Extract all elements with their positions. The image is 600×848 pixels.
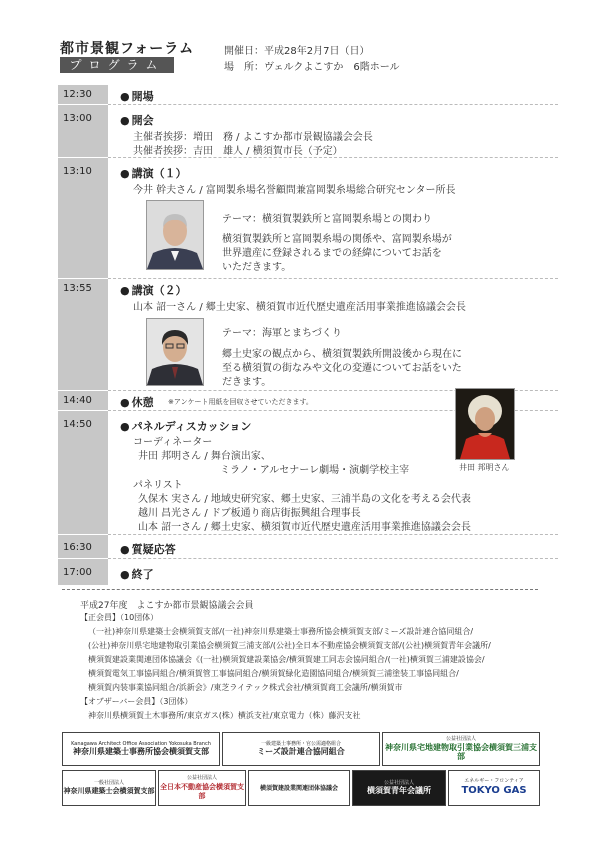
agenda-item: ● 講演（２） (120, 284, 187, 297)
logo-zennichi: 公益社団法人 全日本不動産協会横須賀支部 (158, 770, 246, 806)
lecture-theme: テーマ：横須賀製鉄所と富岡製糸場との関わり (222, 214, 432, 225)
logo-tokyo-gas: エネルギー・フロンティア TOKYO GAS (448, 770, 540, 806)
agenda-item: ● 終了 (120, 568, 154, 581)
speaker-line: 今井 幹夫さん / 富岡製糸場名誉顧問兼富岡製糸場総合研究センター所長 (133, 185, 456, 196)
logo-mies-design: 一級建築士事務所・官公需適格組合 ミーズ設計連合協同組合 (222, 732, 380, 766)
agenda-item: ● 質疑応答 (120, 543, 176, 556)
panelist-line: 越川 昌光さん / ドブ板通り商店街振興組合理事長 (138, 508, 361, 519)
speaker-line: 山本 詔一さん / 郷土史家、横須賀市近代歴史遺産活用事業推進協議会会長 (133, 302, 466, 313)
lecture-desc: 郷土史家の観点から、横須賀製鉄所開設後から現在に (222, 349, 462, 360)
observer-members-label: 【オブザーバー会員】（3団体） (80, 697, 193, 706)
agenda-item: ● 休憩 (120, 396, 154, 409)
regular-members-label: 【正会員】（10団体） (80, 613, 159, 622)
event-date: 開催日：平成28年2月7日（日） (224, 46, 370, 57)
agenda-item: ● 開会 (120, 114, 154, 127)
speaker-photo (146, 318, 204, 386)
time-slot: 13:55 (63, 283, 92, 294)
time-slot: 14:50 (63, 419, 92, 430)
photo-caption: 井田 邦明さん (459, 463, 510, 472)
member-line: （一社)神奈川県建築士会横須賀支部/(一社)神奈川県建築士事務所協会横須賀支部/ミーズ設計連合協同組合/ (88, 627, 474, 636)
greeting-line: 主催者挨拶：増田 務 / よこすか都市景観協議会会長 (133, 132, 373, 143)
coordinator-line: 井田 邦明さん / 舞台演出家、 (138, 451, 271, 462)
program-label: プログラム (60, 57, 174, 73)
time-slot: 12:30 (63, 89, 92, 100)
panelist-line: 久保木 実さん / 地域史研究家、郷土史家、三浦半島の文化を考える会代表 (138, 494, 471, 505)
logo-jci-yokosuka: 公益社団法人 横須賀青年会議所 (352, 770, 446, 806)
agenda-item: ● 開場 (120, 90, 154, 103)
time-slot: 13:10 (63, 166, 92, 177)
lecture-desc: いただきます。 (222, 262, 292, 273)
panelist-label: パネリスト (133, 480, 183, 491)
panel-photo (455, 388, 515, 460)
time-slot: 17:00 (63, 567, 92, 578)
member-line: (公社)神奈川県宅地建物取引業協会横須賀三浦支部/(公社)全日本不動産協会横須賀支部/(公社)横須賀青年会議所/ (88, 641, 491, 650)
timeline-bar (58, 85, 108, 585)
panelist-line: 山本 詔一さん / 郷土史家、横須賀市近代歴史遺産活用事業推進協議会会長 (138, 522, 471, 533)
speaker-photo (146, 200, 204, 270)
observer-line: 神奈川県横須賀土木事務所/東京ガス(株）横浜支社/東京電力（株）藤沢支社 (88, 711, 361, 720)
agenda-item: ● パネルディスカッション (120, 420, 252, 433)
lecture-desc: だきます。 (222, 377, 272, 388)
member-line: 横須賀内装事業協同組合/浜新会》/東芝ライテック株式会社/横須賀商工会議所/横須賀市 (88, 683, 403, 692)
coordinator-line: ミラノ・アルセナーレ劇場・演劇学校主宰 (220, 465, 410, 476)
logo-construction-council: 横須賀建設業関連団体協議会 (248, 770, 350, 806)
footer-divider (62, 589, 538, 590)
time-slot: 16:30 (63, 542, 92, 553)
forum-title: 都市景観フォーラム (60, 41, 195, 57)
member-line: 横須賀電気工事協同組合/横須賀管工事協同組合/横須賀緑化造園協同組合/横須賀三浦塗装工事協同組合/ (88, 669, 459, 678)
logo-takken-assoc: 公益社団法人 神奈川県宅地建物取引業協会横須賀三浦支部 (382, 732, 540, 766)
lecture-theme: テーマ：海軍とまちづくり (222, 328, 342, 339)
lecture-desc: 世界遺産に登録されるまでの経緯についてお話を (222, 248, 442, 259)
greeting-line: 共催者挨拶：吉田 雄人 / 横須賀市長（予定） (133, 146, 343, 157)
members-heading: 平成27年度 よこすか都市景観協議会会員 (80, 601, 254, 611)
agenda-item: ● 講演（１） (120, 167, 187, 180)
logo-architect-office-assoc: Kanagawa Architect Office Association Yokosuka Branch 神奈川県建築士事務所協会横須賀支部 (62, 732, 220, 766)
time-slot: 14:40 (63, 395, 92, 406)
event-venue: 場 所：ヴェルクよこすか 6階ホール (224, 62, 400, 73)
lecture-desc: 横須賀製鉄所と富岡製糸場の関係や、富岡製糸場が (222, 234, 452, 245)
lecture-desc: 至る横須賀の街なみや文化の変遷についてお話をいた (222, 363, 462, 374)
time-slot: 13:00 (63, 113, 92, 124)
coordinator-label: コーディネーター (133, 437, 213, 448)
member-line: 横須賀建設業関連団体協議会《(一社)横須賀建設業協会/横須賀建工同志会協同組合/(一社)横須賀三浦建設協会/ (88, 655, 485, 664)
logo-architects-assoc: 一般社団法人 神奈川県建築士会横須賀支部 (62, 770, 156, 806)
break-note: ※アンケート用紙を回収させていただきます。 (168, 398, 313, 406)
